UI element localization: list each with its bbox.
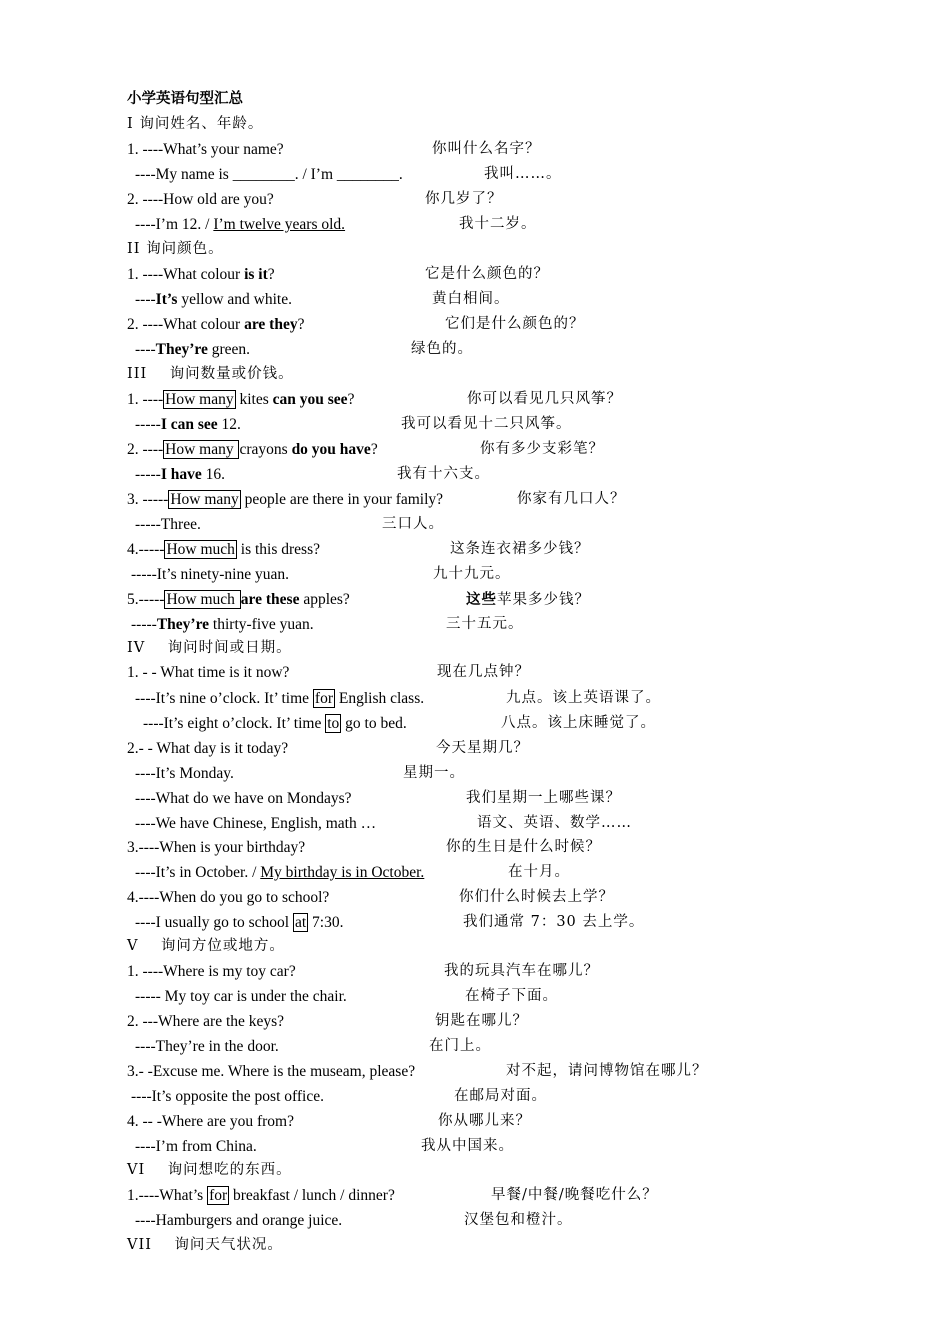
chinese-translation: 我们通常 7：30 去上学。 — [463, 914, 645, 930]
sentence-line — [0, 1109, 950, 1134]
chinese-translation: 你有多少支彩笔？ — [480, 441, 604, 457]
english-sentence: 2. ---- How many crayons do you have? — [127, 441, 378, 458]
sentence-line — [0, 686, 950, 711]
english-sentence: ----My name is ________. / I’m ________. — [135, 166, 403, 183]
english-sentence: -----They’re thirty-five yuan. — [131, 616, 314, 633]
chinese-translation: 你从哪儿来？ — [438, 1113, 531, 1129]
sentence-line — [0, 885, 950, 910]
boxed-phrase: How much — [166, 591, 239, 608]
english-sentence: ----- My toy car is under the chair. — [135, 988, 347, 1005]
section-5-heading: V 询问方位或地方。 — [127, 938, 285, 954]
english-sentence: 1. - - What time is it now? — [127, 664, 290, 681]
section-2-heading: II 询问颜色。 — [127, 241, 224, 257]
sentence-line — [0, 487, 950, 512]
chinese-translation: 你几岁了？ — [425, 191, 503, 207]
chinese-translation: 我可以看见十二只风筝。 — [401, 416, 572, 432]
chinese-translation: 星期一。 — [403, 765, 465, 781]
sentence-line — [0, 959, 950, 984]
sentence-line — [0, 1034, 950, 1059]
chinese-translation: 对不起，请问博物馆在哪儿？ — [506, 1063, 708, 1079]
english-sentence: ----We have Chinese, English, math … — [135, 815, 377, 832]
chinese-translation: 我有十六支。 — [397, 466, 490, 482]
chinese-translation: 早餐/中餐/晚餐吃什么？ — [491, 1187, 658, 1203]
section-3-heading: III 询问数量或价钱。 — [127, 366, 294, 382]
chinese-translation: 现在几点钟？ — [437, 664, 530, 680]
english-sentence: ----What do we have on Mondays? — [135, 790, 352, 807]
sentence-line — [0, 761, 950, 786]
chinese-translation: 绿色的。 — [411, 341, 473, 357]
english-sentence: 4.----- How much is this dress? — [127, 541, 320, 558]
chinese-translation: 我们星期一上哪些课？ — [466, 790, 621, 806]
chinese-translation: 我的玩具汽车在哪儿？ — [444, 963, 599, 979]
section-heading — [0, 934, 950, 959]
chinese-translation: 我叫……。 — [484, 166, 562, 182]
boxed-phrase: to — [327, 715, 340, 732]
chinese-translation: 它们是什么颜色的？ — [445, 316, 585, 332]
chinese-translation: 九点。该上英语课了。 — [506, 690, 661, 706]
chinese-translation: 三十五元。 — [446, 616, 524, 632]
section-heading — [0, 636, 950, 661]
chinese-translation: 九十九元。 — [433, 566, 511, 582]
english-sentence: -----Three. — [135, 516, 201, 533]
sentence-line — [0, 1009, 950, 1034]
sentence-line — [0, 1059, 950, 1084]
sentence-line — [0, 811, 950, 836]
english-sentence: 1. ---- How many kites can you see? — [127, 391, 355, 408]
boxed-phrase: for — [209, 1187, 228, 1204]
boxed-phrase: for — [314, 690, 333, 707]
english-sentence: 5.----- How much are these apples? — [127, 591, 350, 608]
underlined-phrase: I’m twelve years old. — [213, 216, 346, 233]
english-sentence: ----I’m 12. / I’m twelve years old. — [135, 216, 346, 233]
english-sentence: 2. ---Where are the keys? — [127, 1013, 285, 1030]
english-sentence: ----It’s in October. / My birthday is in October. — [135, 864, 425, 881]
sentence-line — [0, 660, 950, 685]
chinese-translation: 在邮局对面。 — [454, 1088, 547, 1104]
sentence-line — [0, 287, 950, 312]
sentence-line — [0, 910, 950, 935]
english-sentence: ----They’re in the door. — [135, 1038, 279, 1055]
english-sentence: 1. ----What’s your name? — [127, 141, 284, 158]
doc-title — [0, 87, 950, 112]
sentence-line — [0, 387, 950, 412]
section-heading — [0, 237, 950, 262]
boxed-phrase: How much — [166, 541, 235, 558]
section-heading — [0, 1233, 950, 1258]
section-6-heading: VI 询问想吃的东西。 — [127, 1162, 292, 1178]
chinese-translation: 在十月。 — [508, 864, 570, 880]
sentence-line — [0, 984, 950, 1009]
sentence-line — [0, 262, 950, 287]
english-sentence: ----It’s yellow and white. — [135, 291, 292, 308]
sentence-line — [0, 1208, 950, 1233]
english-sentence: -----It’s ninety-nine yuan. — [131, 566, 289, 583]
english-sentence: 3.----When is your birthday? — [127, 839, 306, 856]
sentence-line — [0, 212, 950, 237]
english-sentence: 1. ----What colour is it? — [127, 266, 275, 283]
chinese-translation: 钥匙在哪儿？ — [435, 1013, 528, 1029]
chinese-translation: 这些苹果多少钱？ — [466, 591, 590, 608]
boxed-phrase: at — [294, 914, 307, 931]
english-sentence: ----It’s opposite the post office. — [131, 1088, 324, 1105]
title-text: 小学英语句型汇总 — [127, 91, 243, 107]
sentence-line — [0, 711, 950, 736]
section-7-heading: VII 询问天气状况。 — [127, 1237, 283, 1253]
sentence-line — [0, 1183, 950, 1208]
english-sentence: 3.- -Excuse me. Where is the museam, please? — [127, 1063, 416, 1080]
english-sentence: ----It’s eight o’clock. It’ time to go to bed. — [143, 715, 407, 732]
section-heading — [0, 362, 950, 387]
english-sentence: 2. ----How old are you? — [127, 191, 274, 208]
underlined-phrase: My birthday is in October. — [260, 864, 425, 881]
section-4-heading: IV 询问时间或日期。 — [127, 640, 292, 656]
chinese-translation: 三口人。 — [382, 516, 444, 532]
chinese-translation: 在椅子下面。 — [465, 988, 558, 1004]
english-sentence: ----They’re green. — [135, 341, 251, 358]
chinese-translation: 你可以看见几只风筝？ — [467, 391, 622, 407]
english-sentence: -----I have 16. — [135, 466, 225, 483]
sentence-line — [0, 462, 950, 487]
sentence-line — [0, 337, 950, 362]
english-sentence: ----I usually go to school at 7:30. — [135, 914, 344, 931]
sentence-line — [0, 562, 950, 587]
english-sentence: 4. -- -Where are you from? — [127, 1113, 294, 1130]
english-sentence: ----I’m from China. — [135, 1138, 257, 1155]
sentence-line — [0, 162, 950, 187]
section-heading — [0, 1158, 950, 1183]
english-sentence: ----Hamburgers and orange juice. — [135, 1212, 343, 1229]
sentence-line — [0, 786, 950, 811]
chinese-translation: 我十二岁。 — [459, 216, 537, 232]
english-sentence: 1.----What’s for breakfast / lunch / dinner? — [127, 1187, 395, 1204]
sentence-line — [0, 187, 950, 212]
boxed-phrase: How many — [165, 441, 238, 458]
chinese-translation: 你叫什么名字？ — [432, 141, 541, 157]
chinese-translation: 你家有几口人？ — [517, 491, 626, 507]
sentence-line — [0, 1084, 950, 1109]
chinese-translation: 黄白相间。 — [432, 291, 510, 307]
chinese-translation: 今天星期几？ — [436, 740, 529, 756]
english-sentence: ----It’s nine o’clock. It’ time for English class. — [135, 690, 425, 707]
boxed-phrase: How many — [170, 491, 239, 508]
english-sentence: ----It’s Monday. — [135, 765, 234, 782]
english-sentence: 2. ----What colour are they? — [127, 316, 305, 333]
boxed-phrase: How many — [165, 391, 234, 408]
sentence-line — [0, 835, 950, 860]
sentence-line — [0, 512, 950, 537]
chinese-translation: 在门上。 — [429, 1038, 491, 1054]
sentence-line — [0, 1134, 950, 1159]
section-1-heading: I 询问姓名、年龄。 — [127, 116, 264, 132]
english-sentence: 3. ----- How many people are there in your family? — [127, 491, 444, 508]
chinese-translation: 它是什么颜色的？ — [425, 266, 549, 282]
chinese-translation: 汉堡包和橙汁。 — [464, 1212, 573, 1228]
sentence-line — [0, 312, 950, 337]
sentence-line — [0, 537, 950, 562]
chinese-translation: 我从中国来。 — [421, 1138, 514, 1154]
sentence-line — [0, 587, 950, 612]
sentence-line — [0, 437, 950, 462]
sentence-line — [0, 612, 950, 637]
sentence-line — [0, 736, 950, 761]
english-sentence: -----I can see 12. — [135, 416, 241, 433]
chinese-translation: 这条连衣裙多少钱？ — [450, 541, 590, 557]
section-heading — [0, 112, 950, 137]
english-sentence: 2.- - What day is it today? — [127, 740, 289, 757]
english-sentence: 4.----When do you go to school? — [127, 889, 330, 906]
chinese-translation: 你们什么时候去上学？ — [459, 889, 614, 905]
chinese-translation: 八点。该上床睡觉了。 — [501, 715, 656, 731]
chinese-translation: 你的生日是什么时候？ — [446, 839, 601, 855]
english-sentence: 1. ----Where is my toy car? — [127, 963, 296, 980]
sentence-line — [0, 412, 950, 437]
chinese-translation: 语文、英语、数学…… — [477, 815, 632, 831]
sentence-line — [0, 137, 950, 162]
sentence-line — [0, 860, 950, 885]
